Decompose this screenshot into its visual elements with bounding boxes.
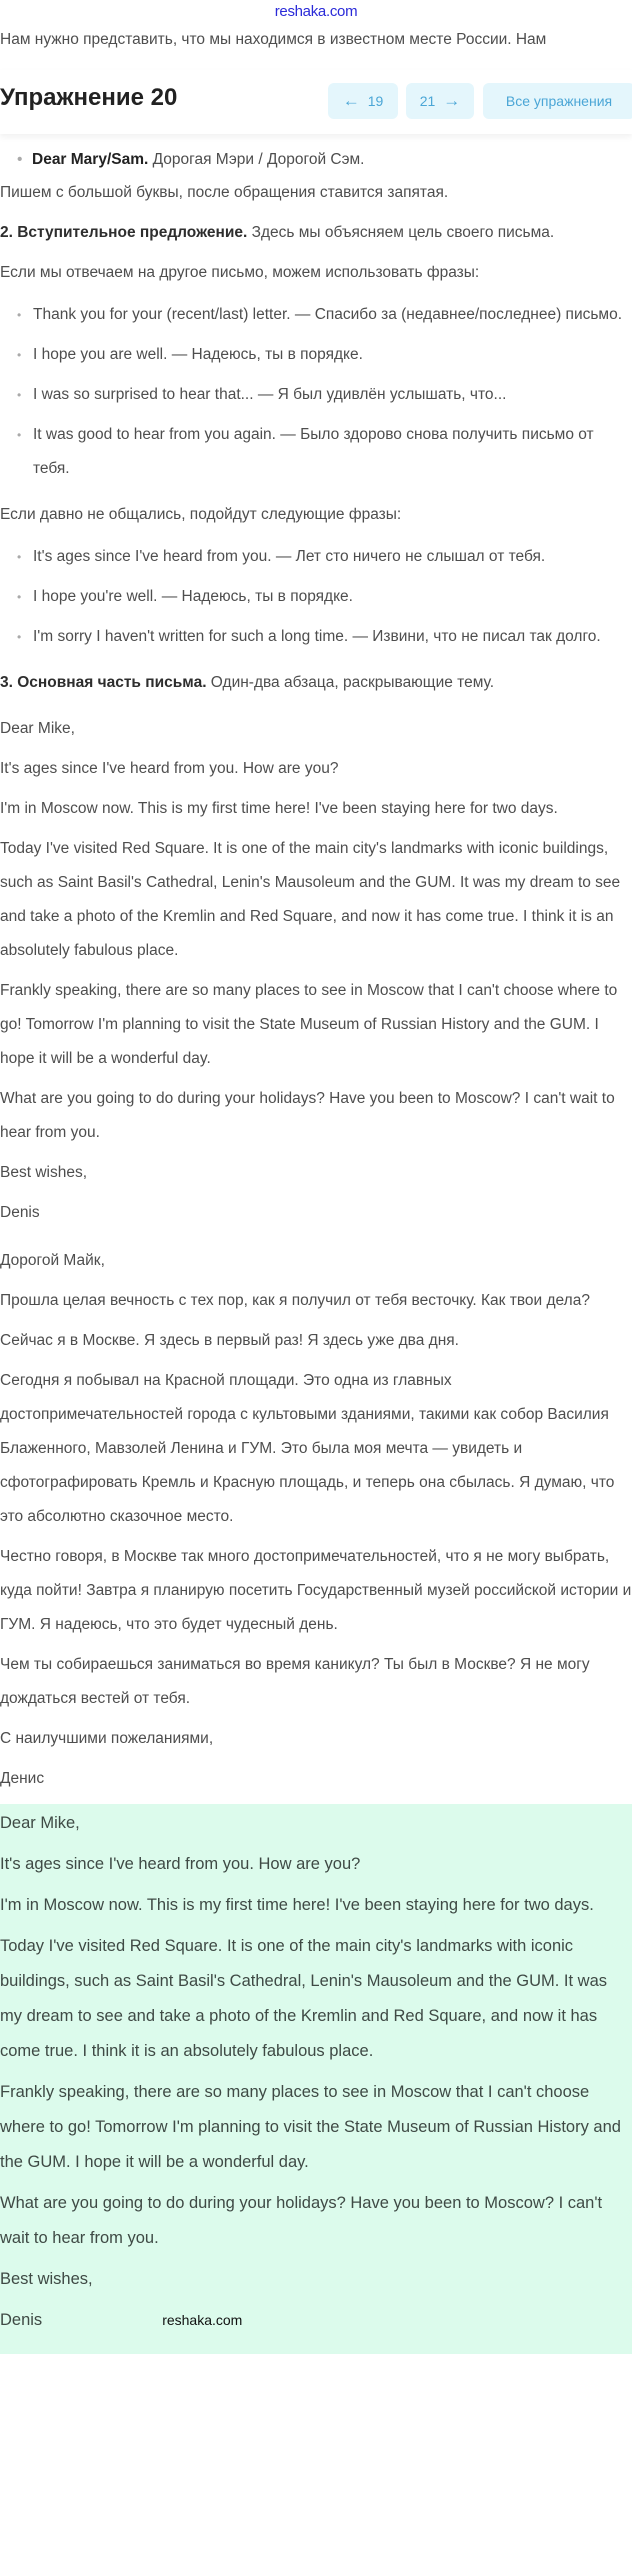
list-item: • Thank you for your (recent/last) letter. — Спасибо за (недавнее/последнее) письмо. xyxy=(33,298,632,332)
long-time-intro: Если давно не общались, подойдут следующие фразы: xyxy=(0,506,402,523)
all-exercises-button[interactable] xyxy=(483,83,632,119)
answer-paragraph: What are you going to do during your holidays? Have you been to Moscow? I can't wait to hear from you. xyxy=(0,2194,603,2247)
section-2-heading xyxy=(0,216,632,250)
english-letter xyxy=(0,712,632,1230)
russian-letter xyxy=(0,1244,632,1796)
letter-paragraph: Чем ты собираешься заниматься во время каникул? Ты был в Москве? Я не могу дождаться вестей от тебя. xyxy=(0,1656,590,1707)
letter-paragraph: Dear Mike, xyxy=(0,720,75,737)
watermark-text: reshaka.com xyxy=(162,2312,243,2328)
answer-paragraph: Denis xyxy=(0,2311,43,2329)
answer-paragraph: Dear Mike, xyxy=(0,1814,80,1832)
letter-paragraph: I'm in Moscow now. This is my first time here! I've been staying here for two days. xyxy=(0,800,558,817)
answer-paragraph: Today I've visited Red Square. It is one of the main city's landmarks with iconic buildings, such as Saint Basil's Cathedral, Lenin's Mausoleum and the GUM. It was my dream to see and take a photo of the Kremlin and Red Square, and now it has come true. I think it is an absolutely fabulous place. xyxy=(0,1937,608,2060)
long-time-phrase-list xyxy=(0,540,632,654)
prev-exercise-label: 19 xyxy=(367,93,384,109)
letter-paragraph: Дорогой Майк, xyxy=(0,1252,105,1269)
list-item: • It was good to hear from you again. — Было здорово снова получить письмо от тебя. xyxy=(33,418,632,486)
arrow-right-icon: → xyxy=(443,91,461,110)
answer-paragraph: It's ages since I've heard from you. How are you? xyxy=(0,1855,361,1873)
prev-exercise-button[interactable] xyxy=(328,83,398,119)
next-exercise-button[interactable] xyxy=(406,83,474,119)
letter-paragraph: Best wishes, xyxy=(0,1164,88,1181)
reply-intro: Если мы отвечаем на другое письмо, можем использовать фразы: xyxy=(0,264,480,281)
list-item: • I hope you are well. — Надеюсь, ты в порядке. xyxy=(33,338,632,372)
list-item: • I was so surprised to hear that... — Я был удивлён услышать, что... xyxy=(33,378,632,412)
answer-signature-row xyxy=(0,2303,632,2344)
letter-paragraph: Честно говоря, в Москве так много достопримечательностей, что я не могу выбрать, куда пойти! Завтра я планирую посетить Государственный музей российской истории и ГУМ. Я надеюсь, что это будет чудесный день. xyxy=(0,1548,632,1633)
letter-paragraph: Denis xyxy=(0,1204,40,1221)
letter-paragraph: Сейчас я в Москве. Я здесь в первый раз! Я здесь уже два дня. xyxy=(0,1332,459,1349)
list-item: • It's ages since I've heard from you. — Лет сто ничего не слышал от тебя. xyxy=(33,540,632,574)
reply-phrase-list xyxy=(0,298,632,486)
letter-paragraph: Денис xyxy=(0,1770,45,1787)
section-2-rest: Здесь мы объясняем цель своего письма. xyxy=(247,224,555,241)
answer-paragraph: Frankly speaking, there are so many places to see in Moscow that I can't choose where to go! Tomorrow I'm planning to visit the State Museum of Russian History and the GUM. I hope it will be a wonderful day. xyxy=(0,2083,621,2171)
section-2-bold: 2. Вступительное предложение. xyxy=(0,224,248,241)
arrow-left-icon: ← xyxy=(342,91,360,110)
greeting-bullet xyxy=(0,148,632,172)
letter-paragraph: It's ages since I've heard from you. How are you? xyxy=(0,760,339,777)
site-logo[interactable]: reshaka.com xyxy=(274,3,358,20)
instructions xyxy=(0,176,632,700)
letter-paragraph: What are you going to do during your holidays? Have you been to Moscow? I can't wait to hear from you. xyxy=(0,1090,615,1141)
section-3-rest: Один-два абзаца, раскрывающие тему. xyxy=(206,674,495,691)
letter-paragraph: С наилучшими пожеланиями, xyxy=(0,1730,214,1747)
page-title: Упражнение 20 xyxy=(0,84,178,111)
letter-paragraph: Frankly speaking, there are so many places to see in Moscow that I can't choose where to go! Tomorrow I'm planning to visit the State Museum of Russian History and the GUM. I hope it will be a wonderful day. xyxy=(0,982,618,1067)
bullet-icon: • xyxy=(17,151,23,168)
section-3-heading xyxy=(0,666,632,700)
answer-paragraph: Best wishes, xyxy=(0,2270,93,2288)
sticky-header xyxy=(0,70,632,134)
letter-paragraph: Прошла целая вечность с тех пор, как я получил от тебя весточку. Как твои дела? xyxy=(0,1292,590,1309)
rule-text: Пишем с большой буквы, после обращения ставится запятая. xyxy=(0,184,449,201)
list-item: • I'm sorry I haven't written for such a long time. — Извини, что не писал так долго. xyxy=(33,620,632,654)
list-item: • I hope you're well. — Надеюсь, ты в порядке. xyxy=(33,580,632,614)
greeting-rest: Дорогая Мэри / Дорогой Сэм. xyxy=(148,151,365,168)
letter-paragraph: Сегодня я побывал на Красной площади. Это одна из главных достопримечательностей города с культовыми зданиями, такими как собор Василия Блаженного, Мавзолей Ленина и ГУМ. Это была моя мечта — увидеть и сфотографировать Кремль и Красную площадь, и теперь она сбылась. Я думаю, что это абсолютно сказочное место. xyxy=(0,1372,615,1525)
all-exercises-label: Все упражнения xyxy=(505,93,613,109)
section-3-bold: 3. Основная часть письма. xyxy=(0,674,207,691)
greeting-bold: Dear Mary/Sam. xyxy=(32,151,149,168)
answer-paragraph: I'm in Moscow now. This is my first time here! I've been staying here for two days. xyxy=(0,1896,594,1914)
letter-paragraph: Today I've visited Red Square. It is one of the main city's landmarks with iconic buildings, such as Saint Basil's Cathedral, Lenin's Mausoleum and the GUM. It was my dream to see and take a photo of the Kremlin and Red Square, and now it has come true. I think it is an absolutely fabulous place. xyxy=(0,840,621,959)
answer-box xyxy=(0,1804,632,2354)
intro-text: Нам нужно представить, что мы находимся в известном месте России. Нам xyxy=(0,31,547,48)
next-exercise-label: 21 xyxy=(419,93,436,109)
